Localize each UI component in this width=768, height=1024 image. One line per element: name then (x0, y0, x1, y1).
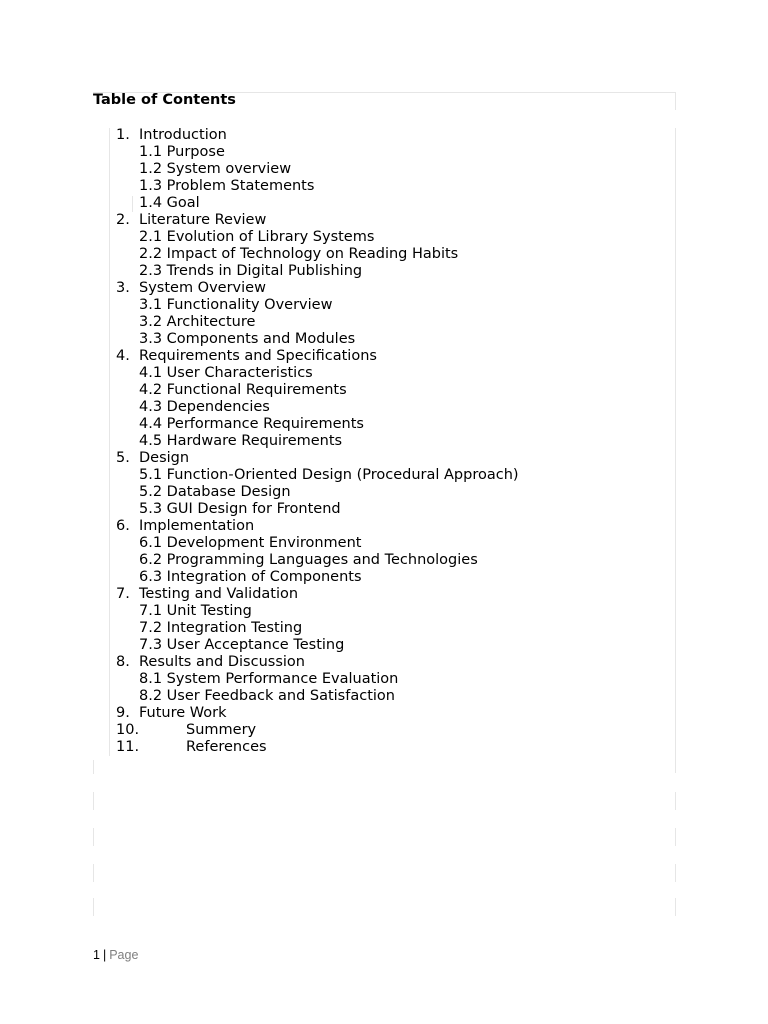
toc-subsection[interactable]: 7.3 User Acceptance Testing (139, 637, 345, 653)
toc-subsection[interactable]: 6.3 Integration of Components (139, 569, 362, 585)
toc-subsection[interactable]: 3.3 Components and Modules (139, 331, 356, 347)
toc-chapter-number: 3. (116, 280, 130, 296)
toc-subsection[interactable]: 5.2 Database Design (139, 484, 291, 500)
toc-chapter-number: 1. (116, 127, 130, 143)
toc-subsection[interactable]: 4.4 Performance Requirements (139, 416, 364, 432)
toc-chapter-title: Testing and Validation (139, 586, 299, 602)
toc-subsection[interactable]: 2.1 Evolution of Library Systems (139, 229, 375, 245)
toc-subsection[interactable]: 4.5 Hardware Requirements (139, 433, 343, 449)
guide-line-left-2 (93, 792, 94, 810)
toc-chapter-number: 8. (116, 654, 130, 670)
toc-chapter-title: Summery (186, 722, 257, 738)
toc-chapter-title: Results and Discussion (139, 654, 305, 670)
toc-chapter-title: Implementation (139, 518, 255, 534)
guide-line-list-right (675, 128, 676, 773)
toc-subsection[interactable]: 4.3 Dependencies (139, 399, 270, 415)
guide-line-right (675, 92, 676, 110)
toc-chapter-title: Requirements and Specifications (139, 348, 377, 364)
toc-chapter[interactable] (116, 518, 519, 535)
guide-line-left-5 (93, 898, 94, 916)
toc-chapter[interactable] (116, 739, 519, 756)
guide-line-right-4 (675, 864, 676, 882)
toc-chapter-title: Design (139, 450, 190, 466)
toc-subsection[interactable]: 3.2 Architecture (139, 314, 256, 330)
guide-line-right-5 (675, 898, 676, 916)
guide-line-left-1 (93, 760, 94, 774)
toc-subsection[interactable]: 4.1 User Characteristics (139, 365, 313, 381)
toc-subsection[interactable]: 6.2 Programming Languages and Technologies (139, 552, 478, 568)
page-number: 1 (93, 948, 100, 962)
toc-title: Table of Contents (93, 92, 236, 108)
toc-subsection[interactable]: 1.4 Goal (139, 195, 200, 211)
toc-chapter-number: 5. (116, 450, 130, 466)
toc-subsection[interactable]: 2.2 Impact of Technology on Reading Habits (139, 246, 459, 262)
toc-chapter[interactable] (116, 705, 519, 722)
toc-chapter[interactable] (116, 212, 519, 229)
toc-subsection[interactable]: 5.1 Function-Oriented Design (Procedural Approach) (139, 467, 519, 483)
toc-chapter[interactable] (116, 722, 519, 739)
toc-subsection[interactable]: 7.1 Unit Testing (139, 603, 252, 619)
toc-chapter-title: Literature Review (139, 212, 267, 228)
toc-subsection[interactable]: 8.1 System Performance Evaluation (139, 671, 399, 687)
footer-separator: | (102, 948, 107, 962)
toc-subsection[interactable]: 5.3 GUI Design for Frontend (139, 501, 341, 517)
toc-subsection[interactable]: 1.1 Purpose (139, 144, 225, 160)
guide-line-left-3 (93, 828, 94, 846)
toc-chapter-number: 10. (116, 722, 140, 738)
toc-list (116, 127, 519, 756)
toc-chapter-title: Future Work (139, 705, 227, 721)
toc-chapter[interactable] (116, 586, 519, 603)
toc-chapter-title: References (186, 739, 267, 755)
toc-chapter[interactable] (116, 654, 519, 671)
toc-chapter-title: Introduction (139, 127, 227, 143)
guide-line-list-left (109, 128, 110, 756)
guide-line-right-3 (675, 828, 676, 846)
toc-subsection[interactable]: 4.2 Functional Requirements (139, 382, 347, 398)
page-label: Page (109, 948, 139, 962)
toc-chapter[interactable] (116, 280, 519, 297)
toc-chapter-number: 7. (116, 586, 130, 602)
toc-chapter-number: 4. (116, 348, 130, 364)
toc-subsection[interactable]: 2.3 Trends in Digital Publishing (139, 263, 363, 279)
toc-chapter-title: System Overview (139, 280, 266, 296)
toc-chapter[interactable] (116, 348, 519, 365)
toc-chapter-number: 6. (116, 518, 130, 534)
toc-chapter-number: 2. (116, 212, 130, 228)
toc-subsection[interactable]: 8.2 User Feedback and Satisfaction (139, 688, 395, 704)
toc-chapter[interactable] (116, 127, 519, 144)
toc-chapter[interactable] (116, 450, 519, 467)
toc-chapter-number: 11. (116, 739, 140, 755)
toc-subsection[interactable]: 6.1 Development Environment (139, 535, 362, 551)
toc-subsection[interactable]: 7.2 Integration Testing (139, 620, 303, 636)
toc-subsection[interactable]: 3.1 Functionality Overview (139, 297, 333, 313)
toc-subsection[interactable]: 1.2 System overview (139, 161, 292, 177)
guide-line-left-4 (93, 864, 94, 882)
toc-subsection[interactable]: 1.3 Problem Statements (139, 178, 315, 194)
page-footer (93, 947, 138, 963)
toc-chapter-number: 9. (116, 705, 130, 721)
guide-line-right-2 (675, 792, 676, 810)
